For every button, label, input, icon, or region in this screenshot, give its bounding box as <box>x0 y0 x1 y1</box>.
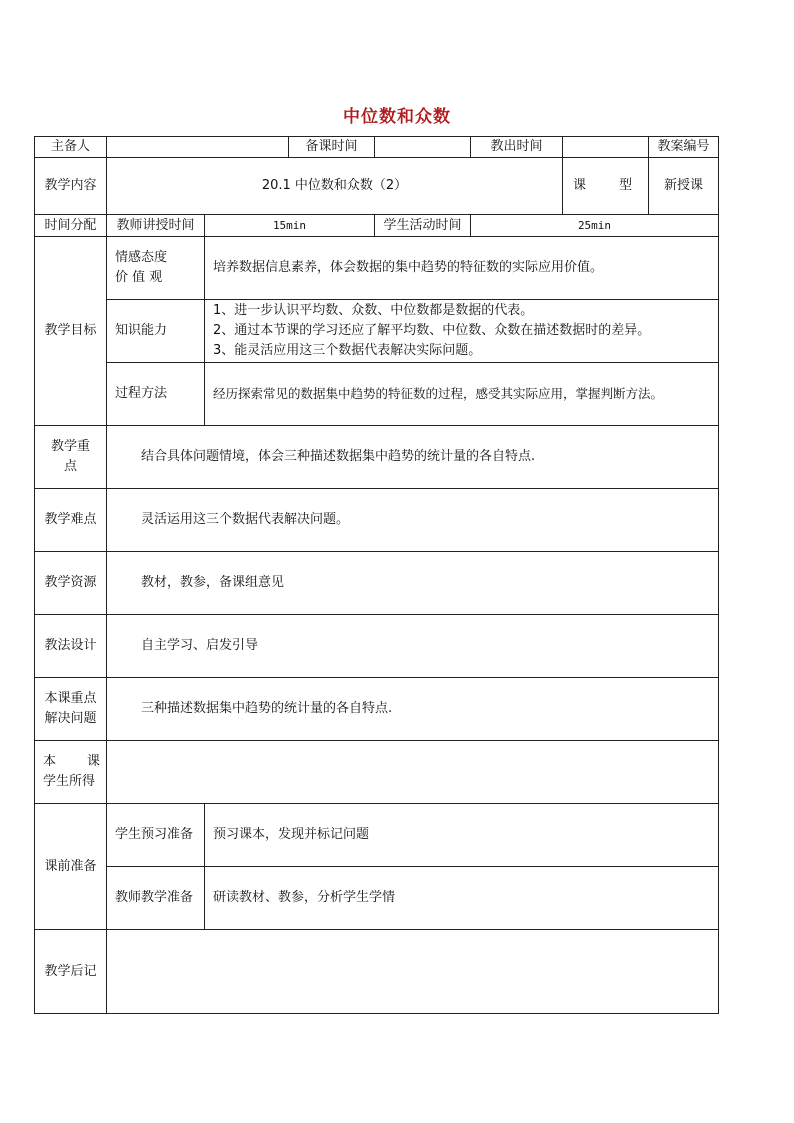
teach-time-value <box>563 137 649 158</box>
key-points-label-line-2: 点 <box>63 459 77 474</box>
key-points-row <box>35 426 719 489</box>
difficulty-text: 灵活运用这三个数据代表解决问题。 <box>107 489 719 552</box>
gains-label <box>35 741 107 804</box>
page-title: 中位数和众数 <box>343 107 451 127</box>
solved-label-line-2: 解决问题 <box>44 711 97 726</box>
knowledge-item: 1、进一步认识平均数、众数、中位数都是数据的代表。 <box>213 303 534 318</box>
lesson-type-label-2: 型 <box>618 178 632 193</box>
knowledge-item: 3、能灵活应用这三个数据代表解决实际问题。 <box>213 343 482 358</box>
knowledge-item: 2、通过本节课的学习还应了解平均数、中位数、众数在描述数据时的差异。 <box>213 323 651 338</box>
knowledge-label: 知识能力 <box>107 300 205 363</box>
solved-label <box>35 678 107 741</box>
attitude-label-line-2: 价 值 观 <box>115 270 163 285</box>
goal-attitude-row <box>35 237 719 300</box>
resources-text: 教材，教参，备课组意见 <box>107 552 719 615</box>
key-points-label-line-1: 教学重 <box>50 439 90 454</box>
method-row <box>35 615 719 678</box>
plan-no-label: 教案编号 <box>649 137 719 158</box>
goal-knowledge-row <box>35 300 719 363</box>
time-label: 时间分配 <box>35 215 107 237</box>
lesson-type-label-1: 课 <box>573 178 587 193</box>
reflection-label: 教学后记 <box>35 930 107 1014</box>
process-text: 经历探索常见的数据集中趋势的特征数的过程，感受其实际应用，掌握判断方法。 <box>205 363 719 426</box>
content-label: 教学内容 <box>35 158 107 215</box>
lesson-type-value: 新授课 <box>649 158 719 215</box>
reflection-row <box>35 930 719 1014</box>
lesson-type-label <box>563 158 649 215</box>
gains-label-line-2: 学生所得 <box>43 774 96 789</box>
key-points-label <box>35 426 107 489</box>
header-row <box>35 137 719 158</box>
reflection-text <box>107 930 719 1014</box>
solved-text: 三种描述数据集中趋势的统计量的各自特点. <box>107 678 719 741</box>
student-time-value: 25min <box>471 215 719 237</box>
gains-text <box>107 741 719 804</box>
method-text: 自主学习、启发引导 <box>107 615 719 678</box>
teacher-time-value: 15min <box>205 215 375 237</box>
difficulty-row <box>35 489 719 552</box>
goals-label: 教学目标 <box>35 237 107 426</box>
teacher-prep-label: 教师教学准备 <box>107 867 205 930</box>
prep-time-label: 备课时间 <box>289 137 375 158</box>
teacher-time-label: 教师讲授时间 <box>107 215 205 237</box>
time-row <box>35 215 719 237</box>
prep-teacher-row <box>35 867 719 930</box>
process-label: 过程方法 <box>107 363 205 426</box>
prep-label: 课前准备 <box>35 804 107 930</box>
key-points-text: 结合具体问题情境，体会三种描述数据集中趋势的统计量的各自特点. <box>107 426 719 489</box>
difficulty-label: 教学难点 <box>35 489 107 552</box>
attitude-label-line-1: 情感态度 <box>115 250 168 265</box>
resources-row <box>35 552 719 615</box>
host-value <box>107 137 289 158</box>
host-label: 主备人 <box>35 137 107 158</box>
solved-row <box>35 678 719 741</box>
gains-label-1a: 本 <box>43 754 57 769</box>
gains-label-1b: 课 <box>86 754 100 769</box>
lesson-plan-table <box>34 136 719 1014</box>
goal-process-row <box>35 363 719 426</box>
attitude-text: 培养数据信息素养，体会数据的集中趋势的特征数的实际应用价值。 <box>205 237 719 300</box>
content-value: 20.1 中位数和众数（2） <box>107 158 563 215</box>
resources-label: 教学资源 <box>35 552 107 615</box>
content-row <box>35 158 719 215</box>
prep-student-row <box>35 804 719 867</box>
teacher-prep-text: 研读教材、教参，分析学生学情 <box>205 867 719 930</box>
gains-row <box>35 741 719 804</box>
solved-label-line-1: 本课重点 <box>44 691 97 706</box>
prep-time-value <box>375 137 471 158</box>
student-time-label: 学生活动时间 <box>375 215 471 237</box>
attitude-label <box>107 237 205 300</box>
method-label: 教法设计 <box>35 615 107 678</box>
teach-time-label: 教出时间 <box>471 137 563 158</box>
knowledge-list <box>205 300 719 363</box>
student-prep-label: 学生预习准备 <box>107 804 205 867</box>
student-prep-text: 预习课本，发现并标记问题 <box>205 804 719 867</box>
